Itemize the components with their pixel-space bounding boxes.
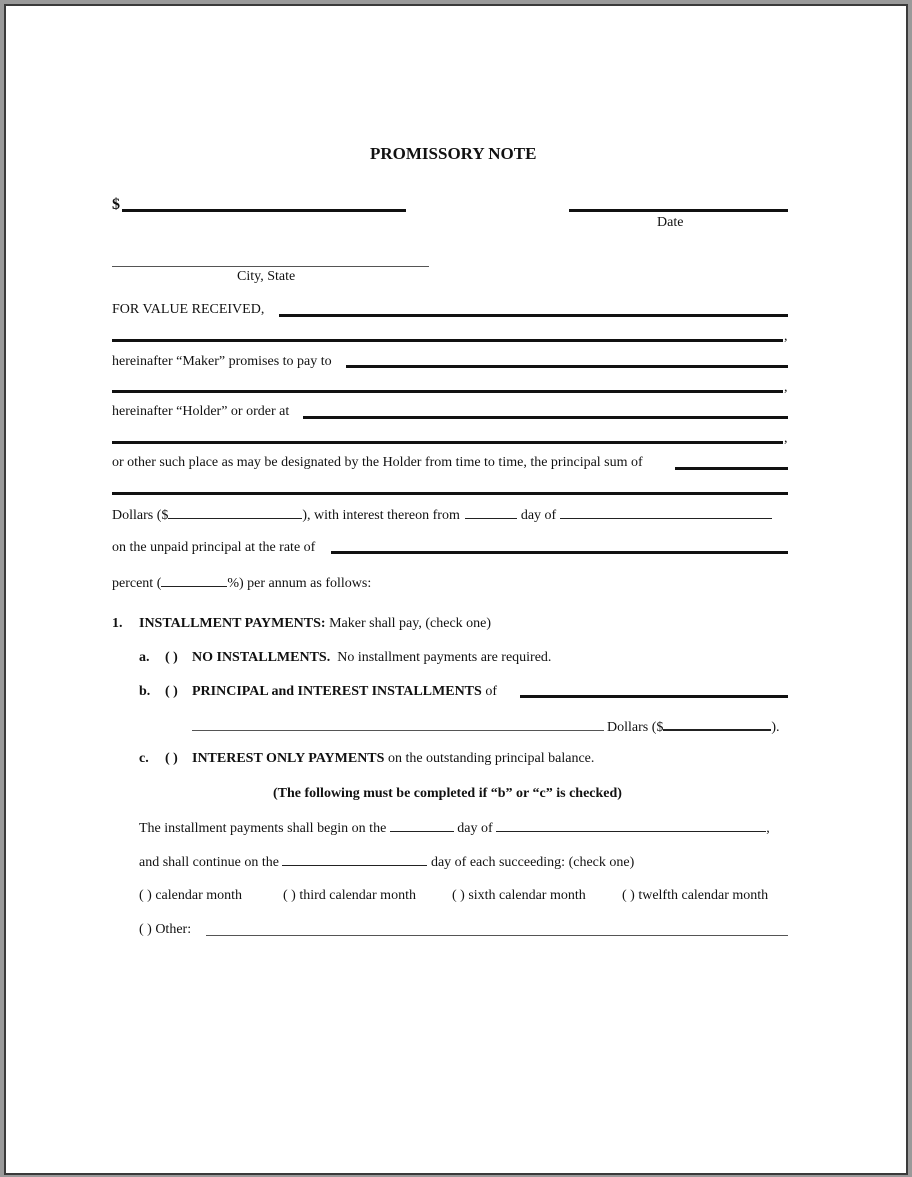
city-state-label: City, State (237, 269, 296, 284)
date-label: Date (657, 215, 684, 230)
option-b-letter: b. (139, 684, 151, 699)
holder-name-line-2[interactable] (112, 390, 783, 393)
holder-order-text: hereinafter “Holder” or order at (112, 404, 290, 419)
begin-line (139, 819, 770, 837)
dollars-open-text: Dollars ($ (112, 508, 169, 523)
continue-rest-text: day of each succeeding: (check one) (430, 855, 635, 870)
dollar-sign: $ (112, 196, 120, 213)
maker-promises-text: hereinafter “Maker” promises to pay to (112, 354, 332, 369)
option-a-text: No installment payments are required. (337, 650, 552, 665)
comma-2: , (784, 380, 788, 395)
principal-sum-line-2[interactable] (112, 492, 788, 495)
installment-amount-line[interactable] (520, 695, 788, 698)
interest-from-text: ), with interest thereon from (302, 508, 460, 523)
option-b-heading: PRINCIPAL and INTEREST INSTALLMENTS (192, 684, 482, 699)
comma-3: , (784, 431, 788, 446)
option-a-checkbox[interactable]: ( ) (165, 650, 178, 665)
continue-line (139, 853, 634, 871)
amount-line[interactable] (122, 209, 406, 212)
principal-sum-line[interactable] (675, 467, 788, 470)
percent-blank[interactable] (161, 574, 227, 587)
section-1-number: 1. (112, 616, 123, 631)
other-option[interactable]: ( ) Other: (139, 922, 192, 937)
rate-text: on the unpaid principal at the rate of (112, 540, 316, 555)
document-title: PROMISSORY NOTE (370, 144, 537, 163)
option-b-of-text: of (485, 684, 497, 699)
option-a-letter: a. (139, 650, 150, 665)
period-option-calendar-month[interactable]: ( ) calendar month (139, 888, 243, 903)
continue-text: and shall continue on the (139, 855, 279, 870)
percent-close-text: %) per annum as follows: (227, 576, 372, 591)
option-c-letter: c. (139, 751, 149, 766)
section-1-text: Maker shall pay, (check one) (329, 616, 492, 631)
interest-day-of-text: day of (520, 508, 557, 523)
rate-line[interactable] (331, 551, 788, 554)
installment-dollars-line (607, 717, 780, 736)
maker-name-line[interactable] (279, 314, 788, 317)
installment-dollars-text: Dollars ($ (607, 720, 664, 735)
option-b-line (192, 684, 497, 700)
option-c-line (192, 751, 594, 767)
installment-dollars-blank[interactable] (663, 717, 771, 731)
begin-month-blank[interactable] (496, 819, 766, 832)
other-line[interactable] (206, 935, 788, 936)
dollars-interest-line (112, 506, 772, 524)
percent-line (112, 574, 371, 592)
period-option-third-month[interactable]: ( ) third calendar month (283, 888, 416, 903)
for-value-received-text: FOR VALUE RECEIVED, (112, 302, 265, 317)
address-line-2[interactable] (112, 441, 783, 444)
continue-day-blank[interactable] (282, 853, 427, 866)
period-option-sixth-month[interactable]: ( ) sixth calendar month (452, 888, 586, 903)
option-c-checkbox[interactable]: ( ) (165, 751, 178, 766)
begin-day-of-text: day of (457, 821, 493, 836)
city-state-line[interactable] (112, 266, 429, 267)
document-page (4, 4, 908, 1175)
option-b-checkbox[interactable]: ( ) (165, 684, 178, 699)
installment-close-text: ). (771, 720, 780, 735)
maker-name-line-2[interactable] (112, 339, 783, 342)
comma-1: , (784, 329, 788, 344)
percent-open-text: percent ( (112, 576, 162, 591)
begin-day-blank[interactable] (390, 819, 454, 832)
principal-sum-text: or other such place as may be designated by the Holder from time to time, the principal sum of (112, 455, 643, 470)
installment-words-line[interactable] (192, 730, 604, 731)
begin-text: The installment payments shall begin on the (139, 821, 387, 836)
comma-4: , (766, 821, 770, 836)
interest-month-blank[interactable] (560, 506, 772, 519)
date-line[interactable] (569, 209, 788, 212)
holder-name-line[interactable] (346, 365, 788, 368)
section-1-heading: INSTALLMENT PAYMENTS: (139, 616, 326, 631)
dollars-amount-blank[interactable] (168, 506, 302, 519)
address-line[interactable] (303, 416, 788, 419)
section-1-line (139, 616, 491, 632)
interest-day-blank[interactable] (465, 506, 517, 519)
completion-note: (The following must be completed if “b” or “c” is checked) (273, 786, 622, 801)
option-a-line (192, 650, 551, 666)
option-c-text: on the outstanding principal balance. (387, 751, 595, 766)
option-c-heading: INTEREST ONLY PAYMENTS (192, 751, 385, 766)
option-a-heading: NO INSTALLMENTS. (192, 650, 331, 665)
period-option-twelfth-month[interactable]: ( ) twelfth calendar month (622, 888, 769, 903)
